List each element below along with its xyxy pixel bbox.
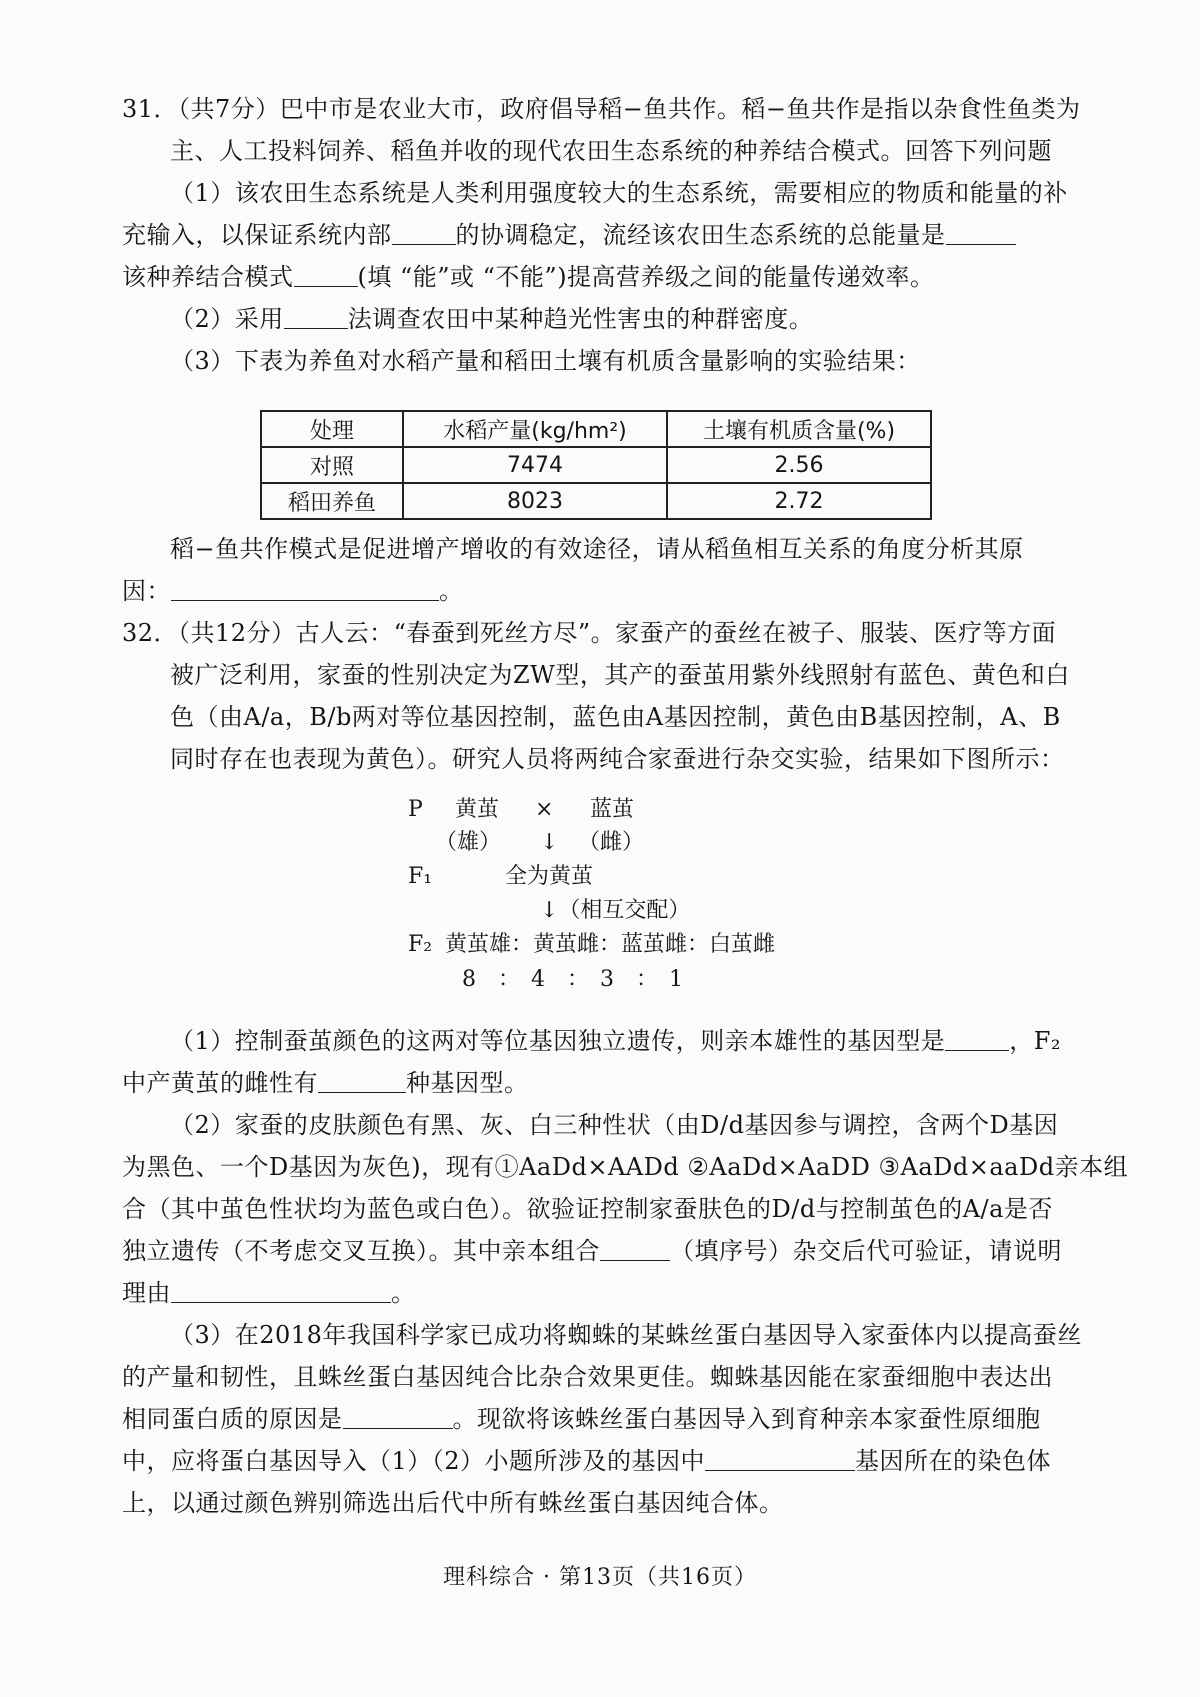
table-header-row <box>261 411 931 447</box>
answer-blank[interactable] <box>600 1232 670 1261</box>
q32-part1-line2: 中产黄茧的雌性有 种基因型。 <box>122 1062 1082 1104</box>
table-header: 土壤有机质含量(%) <box>667 411 931 447</box>
q32-stem-line4: 同时存在也表现为黄色）。研究人员将两纯合家蚕进行杂交实验，结果如下图所示： <box>170 745 1065 773</box>
q32-part2-line1: （2）家蚕的皮肤颜色有黑、灰、白三种性状（由D/d基因参与调控，含两个D基因 <box>170 1111 1059 1139</box>
f1-result: 全为黄茧 <box>505 864 594 889</box>
q32-parts <box>122 1020 1129 1524</box>
table-header: 处理 <box>261 411 403 447</box>
answer-blank[interactable] <box>294 258 358 287</box>
answer-blank[interactable] <box>392 216 456 245</box>
mating-arrow: ↓（相互交配） <box>540 898 691 923</box>
q31-stem-line1: 31．（共7分）巴中市是农业大市，政府倡导稻−鱼共作。稻−鱼共作是指以杂食性鱼类为 <box>122 95 1081 123</box>
q31-part1-line1: （1）该农田生态系统是人类利用强度较大的生态系统，需要相应的物质和能量的补 <box>170 179 1068 207</box>
answer-blank[interactable] <box>945 1022 1009 1051</box>
table-cell: 7474 <box>403 447 667 483</box>
answer-blank[interactable] <box>946 216 1016 245</box>
answer-blank[interactable] <box>343 1400 453 1429</box>
q31-analysis-line1: 稻−鱼共作模式是促进增产增收的有效途径，请从稻鱼相互关系的角度分析其原 <box>170 535 1024 563</box>
male-note: （雄） <box>435 830 502 855</box>
f2-generation-label: F₂ <box>408 932 433 957</box>
q32-part2-line2: 为黑色、一个D基因为灰色)，现有①AaDd×AADd ②AaDd×AaDD ③AaDd×aaDd亲本组 <box>122 1153 1129 1181</box>
q31-analysis-line2: 因： 。 <box>122 570 1082 612</box>
table-cell: 8023 <box>403 483 667 519</box>
answer-blank[interactable] <box>318 1064 406 1093</box>
q32-stem-line1: 32．（共12分）古人云：“春蚕到死丝方尽”。家蚕产的蚕丝在被子、服装、医疗等方面 <box>122 619 1057 647</box>
q32-stem-line3: 色（由A/a，B/b两对等位基因控制，蓝色由A基因控制，黄色由B基因控制，A、B <box>170 703 1061 731</box>
answer-blank[interactable] <box>705 1442 855 1471</box>
page-footer: 理科综合 · 第13页（共16页） <box>443 1565 757 1590</box>
f2-ratio: 8 ： 4 ： 3 ： 1 <box>462 967 683 992</box>
q32-part1-line1: （1）控制蚕茧颜色的这两对等位基因独立遗传，则亲本雄性的基因型是 ，F₂ <box>122 1020 1082 1062</box>
female-note: （雌） <box>578 830 645 855</box>
table-cell: 对照 <box>261 447 403 483</box>
answer-blank[interactable] <box>171 1274 391 1303</box>
question-32 <box>122 612 1082 780</box>
answer-blank[interactable] <box>284 300 348 329</box>
table-header: 水稻产量(kg/hm²) <box>403 411 667 447</box>
q32-part3-line5: 上，以通过颜色辨别筛选出后代中所有蛛丝蛋白基因纯合体。 <box>122 1489 784 1517</box>
q32-part2-line4: 独立遗传（不考虑交叉互换）。其中亲本组合 （填序号）杂交后代可验证，请说明 <box>122 1230 1082 1272</box>
p-male-phenotype: 黄茧 <box>455 797 500 822</box>
q32-part3-line2: 的产量和韧性，且蛛丝蛋白基因纯合比杂合效果更佳。蜘蛛基因能在家蚕细胞中表达出 <box>122 1363 1053 1391</box>
table-cell: 2.72 <box>667 483 931 519</box>
cross-symbol: × <box>535 797 554 822</box>
f1-generation-label: F₁ <box>408 864 433 889</box>
q32-part2-line5: 理由 。 <box>122 1272 1082 1314</box>
f2-phenotypes: 黄茧雄：黄茧雌：蓝茧雌：白茧雌 <box>445 932 776 957</box>
p-generation-label: P <box>408 797 423 822</box>
q31-part1-line2: 充输入，以保证系统内部 的协调稳定，流经该农田生态系统的总能量是 <box>122 214 1082 256</box>
experiment-table <box>260 410 932 520</box>
question-31 <box>122 88 1082 382</box>
answer-blank[interactable] <box>171 572 439 601</box>
table-cell: 稻田养鱼 <box>261 483 403 519</box>
table-row <box>261 447 931 483</box>
q31-part3: （3）下表为养鱼对水稻产量和稻田土壤有机质含量影响的实验结果： <box>170 347 921 375</box>
q31-part2: （2）采用 法调查农田中某种趋光性害虫的种群密度。 <box>122 298 1082 340</box>
q32-part2-line3: 合（其中茧色性状均为蓝色或白色）。欲验证控制家蚕肤色的D/d与控制茧色的A/a是否 <box>122 1195 1053 1223</box>
q31-part1-line3: 该种养结合模式 (填 “能”或 “不能”)提高营养级之间的能量传递效率。 <box>122 256 1082 298</box>
q31-stem-line2: 主、人工投料饲养、稻鱼并收的现代农田生态系统的种养结合模式。回答下列问题 <box>170 137 1052 165</box>
arrow-down-icon: ↓ <box>540 830 559 855</box>
q32-part3-line4: 中，应将蛋白基因导入（1）（2）小题所涉及的基因中 基因所在的染色体 <box>122 1440 1082 1482</box>
q32-stem-line2: 被广泛利用，家蚕的性别决定为ZW型，其产的蚕茧用紫外线照射有蓝色、黄色和白 <box>170 661 1070 689</box>
p-female-phenotype: 蓝茧 <box>590 797 635 822</box>
q32-part3-line1: （3）在2018年我国科学家已成功将蜘蛛的某蛛丝蛋白基因导入家蚕体内以提高蚕丝 <box>170 1321 1082 1349</box>
q32-part3-line3: 相同蛋白质的原因是 。现欲将该蛛丝蛋白基因导入到育种亲本家蚕性原细胞 <box>122 1398 1082 1440</box>
q31-analysis <box>122 528 1082 612</box>
table-row <box>261 483 931 519</box>
table-cell: 2.56 <box>667 447 931 483</box>
